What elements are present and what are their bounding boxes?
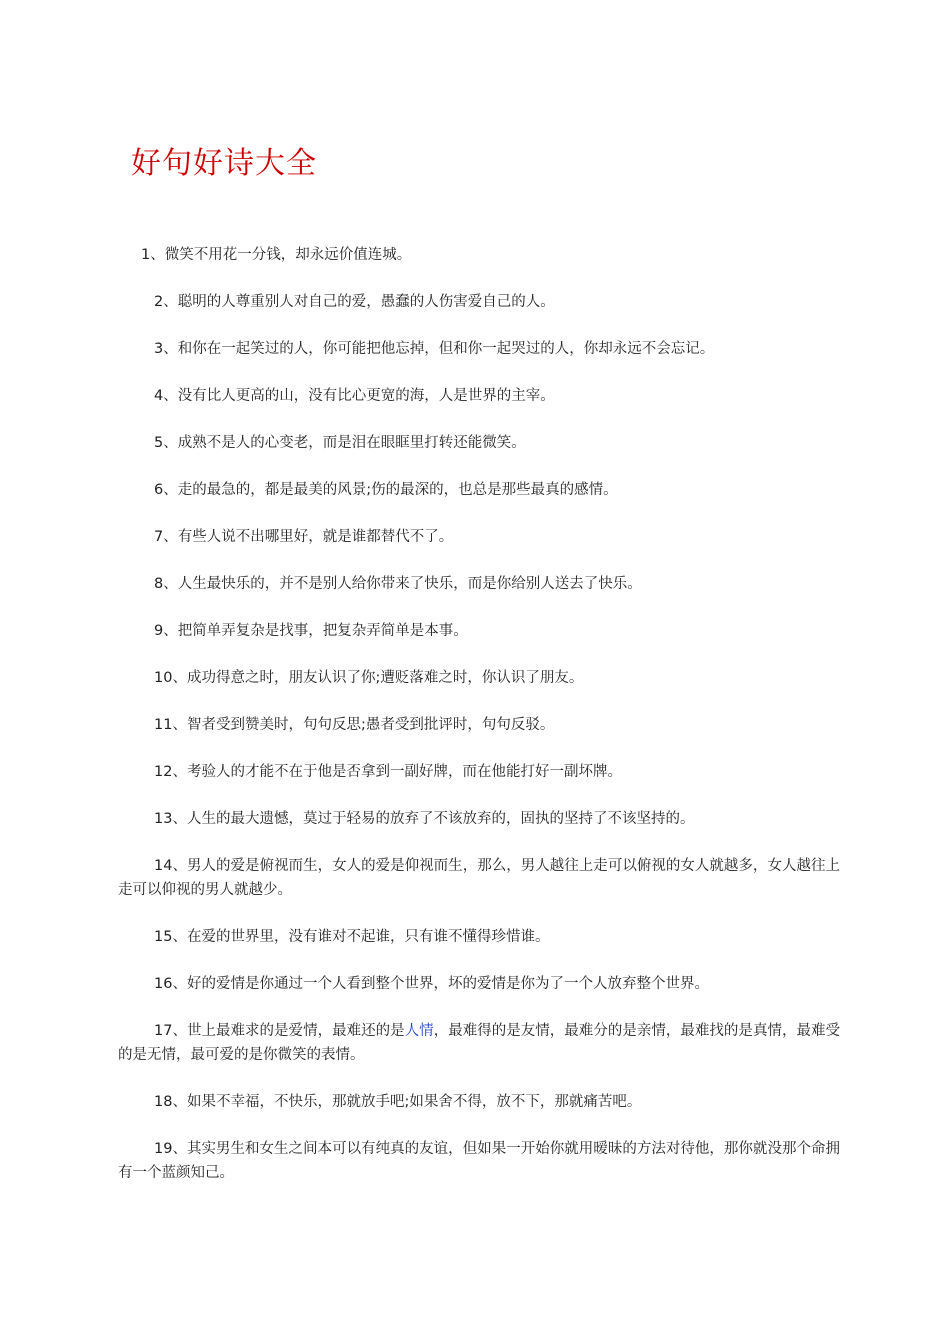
quote-list bbox=[118, 243, 840, 1208]
quote-item-17 bbox=[118, 1019, 840, 1067]
quote-item-18: 18、如果不幸福，不快乐，那就放手吧;如果舍不得，放不下，那就痛苦吧。 bbox=[154, 1094, 642, 1110]
quote-item-7: 7、有些人说不出哪里好，就是谁都替代不了。 bbox=[154, 529, 454, 545]
quote-item-6: 6、走的最急的，都是最美的风景;伤的最深的，也总是那些最真的感情。 bbox=[154, 482, 618, 498]
quote-item-3: 3、和你在一起笑过的人，你可能把他忘掉，但和你一起哭过的人，你却永远不会忘记。 bbox=[154, 341, 715, 357]
quote-item-9: 9、把简单弄复杂是找事，把复杂弄简单是本事。 bbox=[154, 623, 468, 639]
quote-item-17-before: 17、世上最难求的是爱情，最难还的是 bbox=[154, 1023, 405, 1039]
quote-item-8: 8、人生最快乐的，并不是别人给你带来了快乐，而是你给别人送去了快乐。 bbox=[154, 576, 642, 592]
quote-item-16: 16、好的爱情是你通过一个人看到整个世界，坏的爱情是你为了一个人放弃整个世界。 bbox=[154, 976, 709, 992]
quote-item-12: 12、考验人的才能不在于他是否拿到一副好牌，而在他能打好一副坏牌。 bbox=[154, 764, 622, 780]
quote-item-11: 11、智者受到赞美时，句句反思;愚者受到批评时，句句反驳。 bbox=[154, 717, 555, 733]
quote-item-13: 13、人生的最大遗憾，莫过于轻易的放弃了不该放弃的，固执的坚持了不该坚持的。 bbox=[154, 811, 695, 827]
quote-item-17-after: ，最难得的是友情，最难分的是亲情，最难找的是真情，最难受的是无情，最可爱的是你微笑的表情。 bbox=[118, 1023, 841, 1063]
quote-item-10: 10、成功得意之时，朋友认识了你;遭贬落难之时，你认识了朋友。 bbox=[154, 670, 584, 686]
quote-item-4: 4、没有比人更高的山，没有比心更宽的海，人是世界的主宰。 bbox=[154, 388, 555, 404]
quote-item-5: 5、成熟不是人的心变老，而是泪在眼眶里打转还能微笑。 bbox=[154, 435, 526, 451]
quote-item-2: 2、聪明的人尊重别人对自己的爱，愚蠢的人伤害爱自己的人。 bbox=[154, 294, 555, 310]
quote-item-14: 14、男人的爱是俯视而生，女人的爱是仰视而生，那么，男人越往上走可以俯视的女人就越多，女人越往上走可以仰视的男人就越少。 bbox=[118, 858, 840, 898]
quote-item-15: 15、在爱的世界里，没有谁对不起谁，只有谁不懂得珍惜谁。 bbox=[154, 929, 550, 945]
document-title: 好句好诗大全 bbox=[131, 146, 317, 181]
quote-item-19: 19、其实男生和女生之间本可以有纯真的友谊，但如果一开始你就用暧昧的方法对待他，那你就没那个命拥有一个蓝颜知己。 bbox=[118, 1141, 840, 1181]
quote-item-1: 1、微笑不用花一分钱，却永远价值连城。 bbox=[141, 247, 412, 263]
renqing-link[interactable]: 人情 bbox=[404, 1023, 434, 1039]
